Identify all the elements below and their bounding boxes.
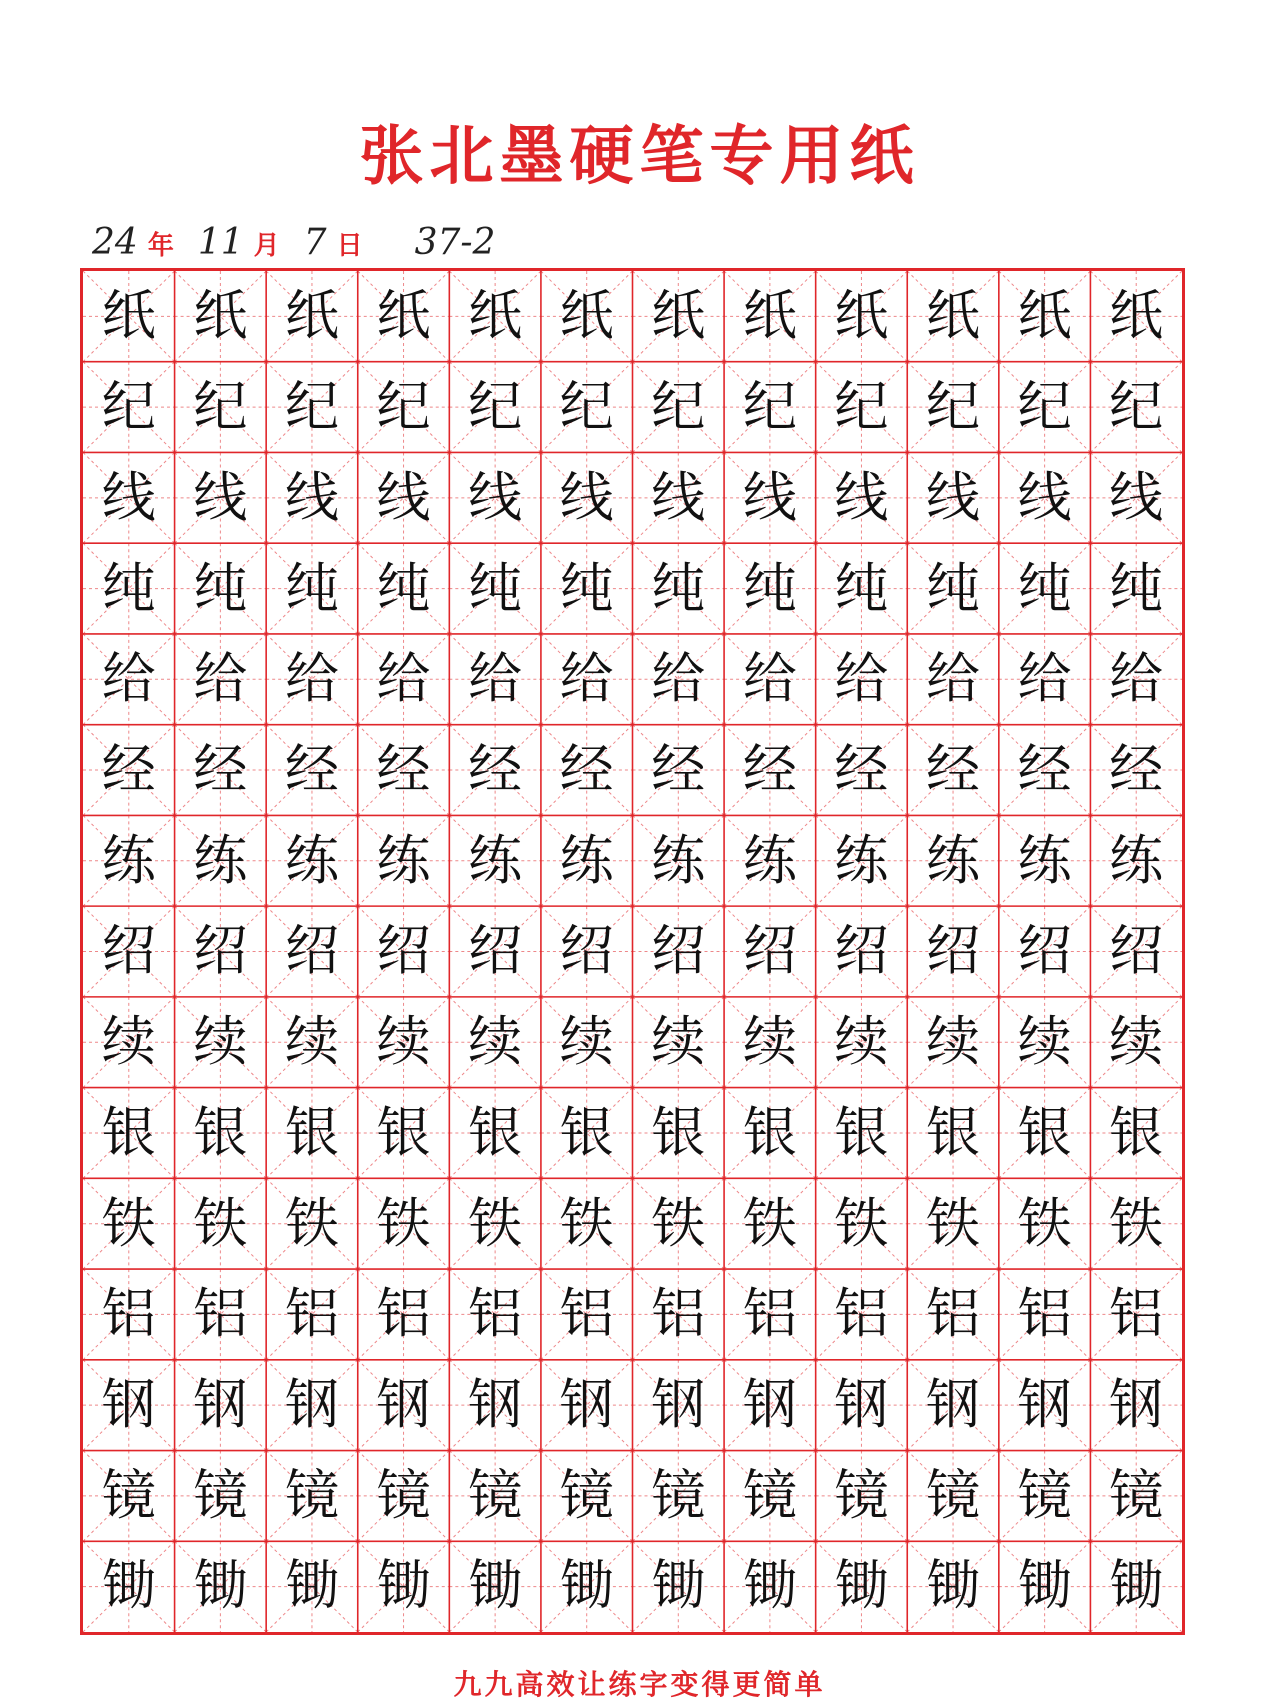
practice-row bbox=[83, 1087, 1182, 1178]
practice-cell: 铝 bbox=[559, 1282, 614, 1346]
practice-cell: 钢 bbox=[468, 1372, 523, 1436]
practice-cell: 镜 bbox=[193, 1463, 248, 1527]
practice-cell: 纯 bbox=[559, 556, 614, 620]
practice-cell: 绍 bbox=[284, 919, 339, 983]
practice-row bbox=[83, 362, 1182, 453]
practice-cell: 纪 bbox=[376, 375, 431, 439]
practice-cell: 绍 bbox=[742, 919, 797, 983]
practice-cell: 银 bbox=[1017, 1100, 1072, 1164]
practice-cell: 铝 bbox=[1109, 1282, 1164, 1346]
practice-cell: 镜 bbox=[1109, 1463, 1164, 1527]
practice-cell: 续 bbox=[559, 1010, 614, 1074]
practice-cell: 练 bbox=[193, 828, 248, 892]
practice-cell: 练 bbox=[742, 828, 797, 892]
practice-cell: 绍 bbox=[376, 919, 431, 983]
practice-cell: 经 bbox=[193, 737, 248, 801]
practice-cell: 钢 bbox=[101, 1372, 156, 1436]
practice-cell: 银 bbox=[742, 1100, 797, 1164]
practice-cell: 绍 bbox=[101, 919, 156, 983]
practice-cell: 铝 bbox=[1017, 1282, 1072, 1346]
practice-row bbox=[83, 1360, 1182, 1451]
practice-cell: 纯 bbox=[834, 556, 889, 620]
practice-cell: 练 bbox=[101, 828, 156, 892]
practice-cell: 经 bbox=[284, 737, 339, 801]
year-value: 24 bbox=[92, 222, 138, 263]
practice-cell: 锄 bbox=[834, 1554, 889, 1618]
practice-cell: 纪 bbox=[468, 375, 523, 439]
practice-cell: 钢 bbox=[925, 1372, 980, 1436]
practice-cell: 续 bbox=[651, 1010, 706, 1074]
practice-cell: 镜 bbox=[1017, 1463, 1072, 1527]
practice-cell: 练 bbox=[468, 828, 523, 892]
practice-cell: 铝 bbox=[376, 1282, 431, 1346]
practice-cell: 铝 bbox=[468, 1282, 523, 1346]
practice-row bbox=[83, 271, 1182, 362]
practice-row bbox=[83, 1450, 1182, 1541]
practice-cell: 银 bbox=[101, 1100, 156, 1164]
practice-cell: 纸 bbox=[925, 284, 980, 348]
practice-cell: 铝 bbox=[101, 1282, 156, 1346]
practice-cell: 给 bbox=[559, 647, 614, 711]
practice-cell: 纪 bbox=[742, 375, 797, 439]
practice-cell: 纯 bbox=[742, 556, 797, 620]
practice-row bbox=[83, 1541, 1182, 1632]
practice-cell: 线 bbox=[284, 465, 339, 529]
practice-cell: 镜 bbox=[559, 1463, 614, 1527]
month-unit: 月 bbox=[253, 231, 280, 261]
practice-cell: 锄 bbox=[376, 1554, 431, 1618]
practice-cell: 练 bbox=[1109, 828, 1164, 892]
practice-cell: 锄 bbox=[925, 1554, 980, 1618]
practice-cell: 锄 bbox=[193, 1554, 248, 1618]
practice-cell: 经 bbox=[1017, 737, 1072, 801]
practice-cell: 铁 bbox=[1017, 1191, 1072, 1255]
practice-cell: 铝 bbox=[284, 1282, 339, 1346]
practice-cell: 经 bbox=[834, 737, 889, 801]
practice-cell: 续 bbox=[468, 1010, 523, 1074]
practice-cell: 线 bbox=[742, 465, 797, 529]
page-title: 张北墨硬笔专用纸 bbox=[359, 119, 920, 194]
practice-cell: 练 bbox=[651, 828, 706, 892]
practice-cell: 镜 bbox=[925, 1463, 980, 1527]
practice-cell: 纸 bbox=[468, 284, 523, 348]
practice-cell: 纯 bbox=[651, 556, 706, 620]
practice-cell: 银 bbox=[284, 1100, 339, 1164]
practice-cell: 银 bbox=[559, 1100, 614, 1164]
practice-cell: 纸 bbox=[559, 284, 614, 348]
practice-cell: 纸 bbox=[1017, 284, 1072, 348]
practice-cell: 钢 bbox=[651, 1372, 706, 1436]
practice-cell: 纯 bbox=[468, 556, 523, 620]
practice-cell: 铁 bbox=[925, 1191, 980, 1255]
practice-cell: 纪 bbox=[1109, 375, 1164, 439]
practice-cell: 纯 bbox=[284, 556, 339, 620]
practice-cell: 给 bbox=[1109, 647, 1164, 711]
practice-cell: 练 bbox=[1017, 828, 1072, 892]
practice-cell: 钢 bbox=[193, 1372, 248, 1436]
practice-cell: 银 bbox=[834, 1100, 889, 1164]
practice-cell: 续 bbox=[834, 1010, 889, 1074]
practice-cell: 续 bbox=[1109, 1010, 1164, 1074]
practice-cell: 纸 bbox=[742, 284, 797, 348]
practice-cell: 线 bbox=[468, 465, 523, 529]
practice-row bbox=[83, 1178, 1182, 1269]
practice-cell: 银 bbox=[1109, 1100, 1164, 1164]
practice-row bbox=[83, 906, 1182, 997]
practice-cell: 纯 bbox=[1017, 556, 1072, 620]
practice-row bbox=[83, 452, 1182, 543]
practice-cell: 给 bbox=[742, 647, 797, 711]
practice-cell: 镜 bbox=[834, 1463, 889, 1527]
practice-cell: 绍 bbox=[193, 919, 248, 983]
year-unit: 年 bbox=[147, 231, 174, 261]
practice-cell: 纪 bbox=[1017, 375, 1072, 439]
practice-cell: 纪 bbox=[834, 375, 889, 439]
practice-cell: 线 bbox=[101, 465, 156, 529]
practice-cell: 铝 bbox=[193, 1282, 248, 1346]
practice-cell: 锄 bbox=[284, 1554, 339, 1618]
practice-cell: 钢 bbox=[284, 1372, 339, 1436]
practice-cell: 钢 bbox=[559, 1372, 614, 1436]
practice-cell: 铁 bbox=[193, 1191, 248, 1255]
practice-cell: 银 bbox=[925, 1100, 980, 1164]
sheet-code: 37-2 bbox=[414, 222, 496, 263]
practice-cell: 钢 bbox=[742, 1372, 797, 1436]
practice-cell: 纸 bbox=[1109, 284, 1164, 348]
practice-cell: 银 bbox=[651, 1100, 706, 1164]
practice-cell: 铁 bbox=[376, 1191, 431, 1255]
practice-row bbox=[83, 997, 1182, 1088]
practice-cell: 给 bbox=[101, 647, 156, 711]
practice-cell: 钢 bbox=[1109, 1372, 1164, 1436]
practice-cell: 给 bbox=[468, 647, 523, 711]
practice-cell: 铁 bbox=[651, 1191, 706, 1255]
practice-cell: 铁 bbox=[284, 1191, 339, 1255]
practice-cell: 绍 bbox=[925, 919, 980, 983]
practice-cell: 续 bbox=[376, 1010, 431, 1074]
practice-cell: 纪 bbox=[101, 375, 156, 439]
practice-cell: 练 bbox=[559, 828, 614, 892]
practice-cell: 锄 bbox=[1017, 1554, 1072, 1618]
practice-cell: 线 bbox=[834, 465, 889, 529]
practice-cell: 银 bbox=[376, 1100, 431, 1164]
practice-cell: 镜 bbox=[651, 1463, 706, 1527]
practice-cell: 给 bbox=[376, 647, 431, 711]
practice-cell: 铁 bbox=[101, 1191, 156, 1255]
practice-cell: 练 bbox=[284, 828, 339, 892]
practice-cell: 钢 bbox=[834, 1372, 889, 1436]
day-value: 7 bbox=[303, 222, 327, 263]
practice-cell: 线 bbox=[193, 465, 248, 529]
practice-cell: 绍 bbox=[834, 919, 889, 983]
practice-cell: 锄 bbox=[1109, 1554, 1164, 1618]
practice-cell: 续 bbox=[742, 1010, 797, 1074]
practice-cells bbox=[83, 271, 1182, 1632]
practice-cell: 纸 bbox=[193, 284, 248, 348]
practice-cell: 线 bbox=[651, 465, 706, 529]
practice-cell: 绍 bbox=[1109, 919, 1164, 983]
practice-cell: 纸 bbox=[284, 284, 339, 348]
practice-row bbox=[83, 634, 1182, 725]
practice-cell: 绍 bbox=[559, 919, 614, 983]
practice-cell: 铁 bbox=[468, 1191, 523, 1255]
practice-cell: 铝 bbox=[742, 1282, 797, 1346]
practice-cell: 绍 bbox=[468, 919, 523, 983]
footer-slogan: 九九高效让练字变得更简单 bbox=[453, 1668, 826, 1701]
practice-cell: 线 bbox=[1017, 465, 1072, 529]
practice-cell: 给 bbox=[1017, 647, 1072, 711]
practice-cell: 铝 bbox=[834, 1282, 889, 1346]
practice-cell: 银 bbox=[468, 1100, 523, 1164]
practice-cell: 纯 bbox=[1109, 556, 1164, 620]
practice-cell: 给 bbox=[925, 647, 980, 711]
month-value: 11 bbox=[197, 222, 244, 263]
practice-cell: 纸 bbox=[834, 284, 889, 348]
practice-cell: 给 bbox=[834, 647, 889, 711]
practice-row bbox=[83, 1269, 1182, 1360]
practice-cell: 经 bbox=[651, 737, 706, 801]
practice-cell: 镜 bbox=[376, 1463, 431, 1527]
practice-row bbox=[83, 815, 1182, 906]
practice-cell: 线 bbox=[559, 465, 614, 529]
practice-cell: 经 bbox=[468, 737, 523, 801]
practice-row bbox=[83, 543, 1182, 634]
practice-cell: 镜 bbox=[742, 1463, 797, 1527]
practice-cell: 纪 bbox=[559, 375, 614, 439]
practice-cell: 纸 bbox=[651, 284, 706, 348]
practice-cell: 经 bbox=[101, 737, 156, 801]
practice-cell: 铁 bbox=[1109, 1191, 1164, 1255]
practice-cell: 镜 bbox=[284, 1463, 339, 1527]
practice-cell: 纯 bbox=[376, 556, 431, 620]
practice-cell: 纸 bbox=[376, 284, 431, 348]
practice-cell: 铁 bbox=[559, 1191, 614, 1255]
practice-cell: 给 bbox=[651, 647, 706, 711]
practice-cell: 线 bbox=[925, 465, 980, 529]
practice-cell: 经 bbox=[559, 737, 614, 801]
practice-row bbox=[83, 725, 1182, 816]
practice-cell: 银 bbox=[193, 1100, 248, 1164]
practice-cell: 铝 bbox=[651, 1282, 706, 1346]
practice-cell: 钢 bbox=[1017, 1372, 1072, 1436]
practice-cell: 续 bbox=[284, 1010, 339, 1074]
practice-cell: 铁 bbox=[834, 1191, 889, 1255]
practice-cell: 经 bbox=[742, 737, 797, 801]
practice-grid bbox=[80, 268, 1185, 1635]
practice-cell: 铝 bbox=[925, 1282, 980, 1346]
practice-cell: 锄 bbox=[101, 1554, 156, 1618]
practice-cell: 绍 bbox=[651, 919, 706, 983]
practice-cell: 纪 bbox=[284, 375, 339, 439]
practice-cell: 续 bbox=[101, 1010, 156, 1074]
practice-cell: 续 bbox=[1017, 1010, 1072, 1074]
practice-cell: 练 bbox=[376, 828, 431, 892]
date-line bbox=[92, 222, 495, 272]
practice-cell: 镜 bbox=[101, 1463, 156, 1527]
practice-cell: 练 bbox=[834, 828, 889, 892]
practice-cell: 纯 bbox=[101, 556, 156, 620]
practice-cell: 经 bbox=[1109, 737, 1164, 801]
practice-cell: 经 bbox=[925, 737, 980, 801]
practice-cell: 锄 bbox=[468, 1554, 523, 1618]
practice-cell: 纪 bbox=[925, 375, 980, 439]
practice-cell: 镜 bbox=[468, 1463, 523, 1527]
practice-cell: 给 bbox=[193, 647, 248, 711]
practice-cell: 锄 bbox=[742, 1554, 797, 1618]
practice-cell: 纪 bbox=[193, 375, 248, 439]
practice-cell: 绍 bbox=[1017, 919, 1072, 983]
practice-cell: 线 bbox=[376, 465, 431, 529]
practice-cell: 线 bbox=[1109, 465, 1164, 529]
practice-cell: 纸 bbox=[101, 284, 156, 348]
practice-cell: 纯 bbox=[925, 556, 980, 620]
practice-cell: 锄 bbox=[559, 1554, 614, 1618]
practice-cell: 给 bbox=[284, 647, 339, 711]
day-unit: 日 bbox=[336, 231, 363, 261]
practice-cell: 铁 bbox=[742, 1191, 797, 1255]
practice-cell: 纯 bbox=[193, 556, 248, 620]
practice-cell: 锄 bbox=[651, 1554, 706, 1618]
practice-cell: 续 bbox=[193, 1010, 248, 1074]
practice-cell: 续 bbox=[925, 1010, 980, 1074]
practice-cell: 练 bbox=[925, 828, 980, 892]
practice-cell: 经 bbox=[376, 737, 431, 801]
practice-cell: 纪 bbox=[651, 375, 706, 439]
practice-cell: 钢 bbox=[376, 1372, 431, 1436]
